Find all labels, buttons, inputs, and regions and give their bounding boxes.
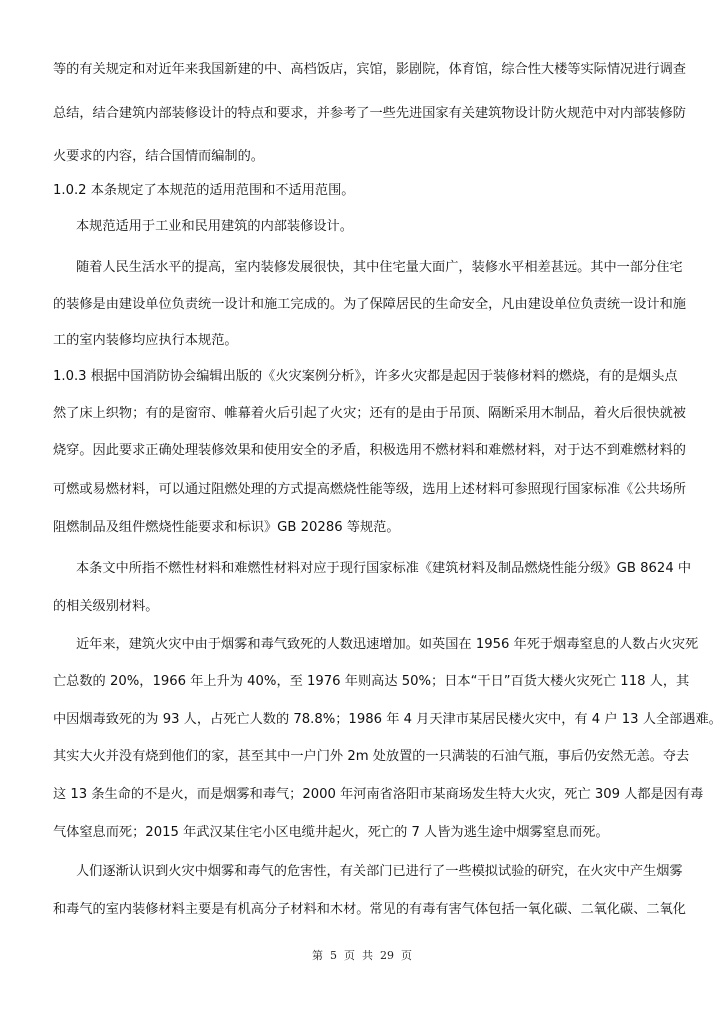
text-line: 本规范适用于工业和民用建筑的内部装修设计。 <box>76 219 353 234</box>
text-line: 的相关级别材料。 <box>53 599 159 614</box>
text-line: 气体窒息而死；2015 年武汉某住宅小区电缆井起火，死亡的 7 人皆为逃生途中烟雾窒息而死。 <box>53 825 609 840</box>
section-1-0-2: 1.0.2 本条规定了本规范的适用范围和不适用范围。 <box>53 183 355 198</box>
text-line: 阻燃制品及组件燃烧性能要求和标识》GB 20286 等规范。 <box>53 520 400 535</box>
text-line: 随着人民生活水平的提高，室内装修发展很快，其中住宅量大面广，装修水平相差甚远。其中一部分住宅 <box>76 260 683 275</box>
text-line: 和毒气的室内装修材料主要是有机高分子材料和木材。常见的有毒有害气体包括一氧化碳、二氧化碳、二氧化 <box>53 902 686 917</box>
text-line: 其实大火并没有烧到他们的家，甚至其中一户门外 2m 处放置的一只满装的石油气瓶，事后仍安然无恙。夺去 <box>53 749 690 764</box>
text-line: 等的有关规定和对近年来我国新建的中、高档饭店，宾馆，影剧院，体育馆，综合性大楼等实际情况进行调查 <box>53 62 686 77</box>
text-line: 这 13 条生命的不是火，而是烟雾和毒气；2000 年河南省洛阳市某商场发生特大火灾，死亡 309 人都是因有毒 <box>53 787 704 802</box>
text-line: 中因烟毒致死的为 93 人，占死亡人数的 78.8%；1986 年 4 月天津市某居民楼火灾中，有 4 户 13 人全部遇难。 <box>53 712 722 727</box>
text-line: 近年来，建筑火灾中由于烟雾和毒气致死的人数迅速增加。如英国在 1956 年死于烟毒窒息的人数占火灾死 <box>76 637 699 652</box>
text-line: 人们逐渐认识到火灾中烟雾和毒气的危害性，有关部门已进行了一些模拟试验的研究，在火灾中产生烟雾 <box>76 864 683 879</box>
section-1-0-3: 1.0.3 根据中国消防协会编辑出版的《火灾案例分析》，许多火灾都是起因于装修材料的燃烧，有的是烟头点 <box>53 369 678 384</box>
text-line: 火要求的内容，结合国情而编制的。 <box>53 149 264 164</box>
text-line: 亡总数的 20%，1966 年上升为 40%，至 1976 年则高达 50%；日本“干日”百货大楼火灾死亡 118 人，其 <box>53 674 690 689</box>
text-line: 本条文中所指不燃性材料和难燃性材料对应于现行国家标准《建筑材料及制品燃烧性能分级》GB 8624 中 <box>76 561 692 576</box>
text-line: 工的室内装修均应执行本规范。 <box>53 333 238 348</box>
text-line: 可燃或易燃材料，可以通过阻燃处理的方式提高燃烧性能等级，选用上述材料可参照现行国家标准《公共场所 <box>53 482 686 497</box>
page-number-footer: 第 5 页 共 29 页 <box>312 949 412 962</box>
text-line: 烧穿。因此要求正确处理装修效果和使用安全的矛盾，积极选用不燃材料和难燃材料，对于达不到难燃材料的 <box>53 443 686 458</box>
text-line: 然了床上织物；有的是窗帘、帷幕着火后引起了火灾；还有的是由于吊顶、隔断采用木制品，着火后很快就被 <box>53 406 686 421</box>
text-line: 总结，结合建筑内部装修设计的特点和要求，并参考了一些先进国家有关建筑物设计防火规范中对内部装修防 <box>53 106 686 121</box>
text-line: 的装修是由建设单位负责统一设计和施工完成的。为了保障居民的生命安全，凡由建设单位负责统一设计和施 <box>53 297 686 312</box>
